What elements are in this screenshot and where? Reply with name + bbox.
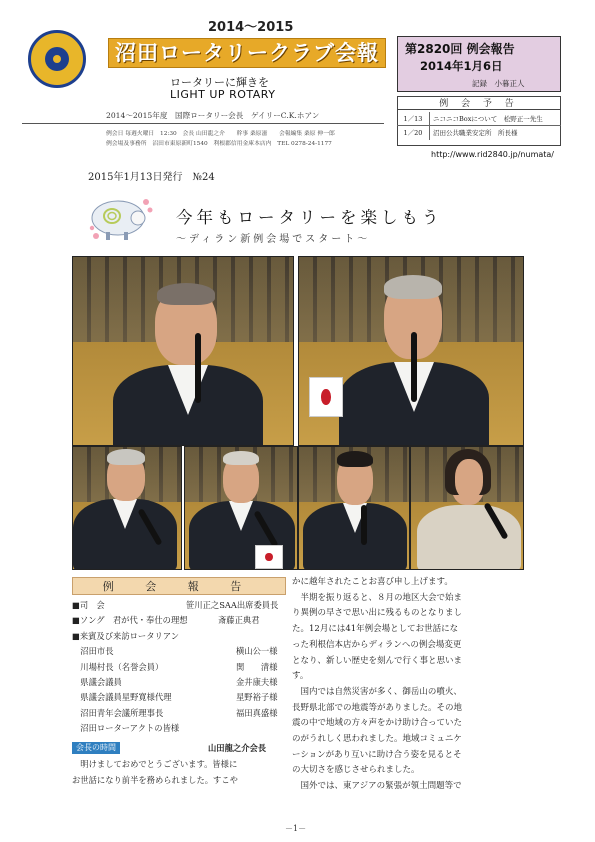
report-line-value: 福田真盛様 (236, 707, 278, 718)
speech-line: 長野県北部での地震等がありました。その地 (292, 702, 463, 713)
speech-line: た。12月には41年例会場としてお世話にな (292, 624, 459, 635)
photo-guest-2 (184, 446, 298, 570)
speech-line: 震の中で地域の方々声をかけ助け合っていた (292, 718, 463, 729)
presidents-time-tag: 会長の時間 (72, 742, 120, 754)
report-line-value: 関 清様 (236, 661, 278, 672)
report-line-label: 沼田青年会議所理事長 (72, 707, 164, 718)
president-para-line: お世話になり前半を務められました。すこや (72, 775, 238, 785)
club-url[interactable]: http://www.rid2840.jp/numata/ (431, 150, 555, 159)
photo-guest-1 (72, 446, 182, 570)
speech-line: の大切さを感じさせられました。 (292, 765, 420, 776)
speech-line: となり、新しい歴史を刻んで行く事と思いま (292, 655, 463, 666)
report-line-value: 星野裕子様 (236, 692, 278, 703)
photo-guest-3 (298, 446, 410, 570)
club-title: 沼田ロータリークラブ会報 (108, 38, 386, 68)
page-number: －1－ (285, 824, 307, 833)
speech-line: った利根信本店からディランへの例会場変更 (292, 639, 462, 650)
photo-guest-4 (410, 446, 524, 570)
report-title: 第2820回 例会報告 (405, 42, 515, 56)
info-line-1: 例会日 毎週火曜日 12:30 会長 山田龍之介 幹事 桑原滋 会報編集 桑原 伸一郎 (106, 131, 335, 137)
issue-line: 2015年1月13日発行 №24 (88, 172, 215, 183)
report-line-label: ■来賓及び来訪ロータリアン (72, 630, 180, 641)
years-label: 2014～2015 (208, 20, 294, 35)
speech-line: のがうれしく思われました。地域コミュニケ (292, 734, 462, 744)
meeting-report-heading: 例 会 報 告 (72, 577, 286, 595)
speech-line: す。 (292, 671, 309, 682)
speech-line: 国内では自然災害が多く、御岳山の噴火、 (292, 686, 462, 697)
report-line-value: 笹川正之SAA出席委員長 (186, 600, 279, 610)
header-divider (22, 123, 384, 124)
subheadline: ～ディラン新例会場でスタート～ (176, 234, 371, 245)
schedule-date: 1／20 (397, 126, 430, 140)
rotary-logo (28, 30, 86, 88)
report-recorder: 記録 小暮正人 (472, 79, 525, 88)
speech-line: り異例の早さで思い出に残るものとなりまし (292, 608, 463, 619)
theme-en: LIGHT UP ROTARY (170, 88, 276, 101)
schedule-text: ニコニコBoxについて 松野正一先生 (433, 115, 543, 123)
report-line-label: 沼田ローターアクトの皆様 (72, 723, 180, 734)
speech-line: ーションがあり互いに助け合う姿を見るとそ (292, 749, 462, 760)
report-date: 2014年1月6日 (420, 59, 503, 73)
photo-speaker-2 (298, 256, 524, 446)
photo-speaker-1 (72, 256, 294, 446)
speech-line: かに越年されたことお喜び申し上げます。 (292, 577, 453, 587)
theme-jp: ロータリーに輝きを (170, 76, 269, 89)
schedule-heading: 例 会 予 告 (397, 96, 561, 110)
president-para-line: 明けましておめでとうございます。皆様に (72, 759, 238, 769)
report-line-label: 川場村長（名誉会員） (72, 661, 164, 672)
headline: 今年もロータリーを楽しもう (176, 208, 443, 227)
speech-line: 国外では、東アジアの緊張が領土問題等で (292, 781, 462, 792)
year-line: 2014～2015年度 国際ロータリー会長 ゲイリーC.K.ホアン (106, 111, 320, 120)
report-line-value: 斎藤正典君 (218, 615, 260, 626)
schedule-row (397, 112, 561, 126)
info-line-2: 例会場及事務所 沼田市東原新町1540 利根郡信用金庫本店内 TEL 0278-24-1177 (106, 141, 332, 147)
report-line-value: 金井康夫様 (236, 677, 278, 687)
schedule-text: 沼田公共職業安定所 所長様 (433, 129, 518, 137)
schedule-row (397, 126, 561, 140)
report-line-label: ■ソング 君が代・奉仕の理想 (72, 615, 188, 626)
report-line-value: 横山公一様 (236, 646, 278, 657)
report-line-label: 県議会議員星野寛様代理 (72, 692, 172, 703)
speech-line: 半期を振り返ると、８月の地区大会で始ま (292, 592, 463, 603)
sheep-illustration (88, 196, 154, 242)
report-line-label: 沼田市長 (72, 646, 114, 657)
report-line-label: ■司 会 (72, 600, 105, 610)
report-line-label: 県議会議員 (72, 677, 122, 687)
schedule-date: 1／13 (397, 112, 430, 126)
president-name: 山田龍之介会長 (208, 743, 267, 753)
